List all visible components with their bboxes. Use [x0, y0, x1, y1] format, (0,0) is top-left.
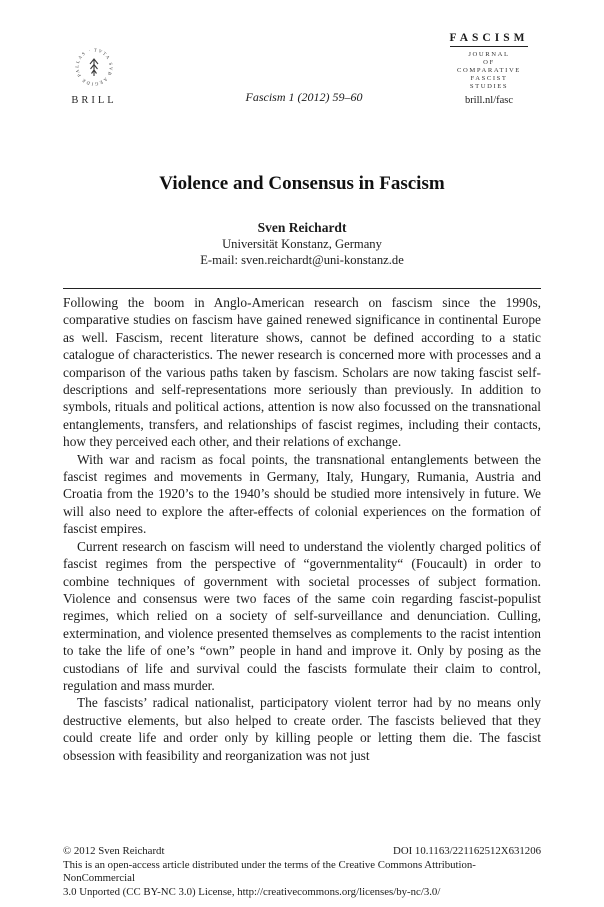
journal-title: FASCISM [450, 32, 529, 47]
publisher-name: BRILL [71, 95, 117, 106]
publisher-block [63, 44, 125, 106]
license-line: This is an open-access article distributed under the terms of the Creative Commons Attribution-NonCommercial [63, 858, 476, 885]
journal-subtitle [433, 51, 545, 91]
page-footer [63, 845, 541, 899]
seal-figure [90, 59, 98, 76]
author-email: E-mail: sven.reichardt@uni-konstanz.de [200, 253, 404, 267]
title-separator-rule [63, 288, 541, 289]
author-block [0, 220, 604, 268]
author-name: Sven Reichardt [257, 220, 347, 235]
journal-subtitle-line: JOURNAL [468, 51, 510, 58]
paragraph: Following the boom in Anglo-American research on fascism since the 1990s, comparative studies on fascism have gained renewed significance in continental Europe as well. Fascism, recent literature shows, cannot be defined according to a static catalogue of characteristics. The newer research is concerned more with processes and a comparison of the various paths taken by fascism. Scholars are now taking fascist self-descriptions and self-representations more seriously than previously. In addition to symbols, rituals and political actions, attention is now also focussed on the transnational entanglements, transfers, and relationships of fascist regimes, including their contacts, how they perceived each other, and their relations of exchange. [63, 295, 541, 450]
article-title: Violence and Consensus in Fascism [159, 172, 445, 194]
paragraph: With war and racism as focal points, the transnational entanglements between the fascist regimes and movements in Germany, Italy, Hungary, Rumania, Austria and Croatia from the 1920’s to the 1940’s should be studied more intensively in future. We will also need to explore the after-effects of colonial experiences on the formation of fascist empires. [63, 451, 541, 537]
journal-subtitle-line: FASCIST [470, 75, 508, 82]
journal-citation: Fascism 1 (2012) 59–60 [245, 90, 363, 104]
license-line: 3.0 Unported (CC BY-NC 3.0) License, http://creativecommons.org/licenses/by-nc/3.0/ [63, 885, 441, 898]
copyright-notice: © 2012 Sven Reichardt [63, 845, 165, 857]
journal-subtitle-line: STUDIES [469, 83, 509, 90]
author-affiliation: Universität Konstanz, Germany [222, 237, 382, 251]
footer-copyright-row [63, 845, 541, 859]
paragraph: Current research on fascism will need to understand the violently charged politics of fascist regimes from the perspective of “governmentality“ (Foucault) in order to combine techniques of government with societal processes of subject formation. Violence and consensus were two faces of the same coin regarding fascist-populist regimes, which relied on a society of self-surveillance and denunciation. Culling, extermination, and violence presented themselves as complements to the racist intention to take the life of one’s “own” people in hand and improve it. Only by posing as the custodians of life and survival could the fascists formulate their claim to control, regulation and mass murder. [63, 538, 541, 693]
doi: DOI 10.1163/221162512X631206 [393, 845, 541, 857]
journal-subtitle-line: OF [483, 59, 495, 66]
article-body [63, 294, 541, 764]
journal-url: brill.nl/fasc [464, 95, 514, 106]
seal-motto-text: TVTA SVB AEGIDE PALLAS · 1683 [74, 47, 114, 87]
journal-masthead [433, 28, 545, 106]
brill-seal-icon [71, 44, 117, 90]
journal-subtitle-line: COMPARATIVE [457, 67, 521, 74]
page-header [63, 28, 545, 106]
paragraph: The fascists’ radical nationalist, participatory violent terror had by no means only destructive elements, but also helped to create order. The fascists believed that they could create life and order only by killing people or letting them die. The fascist obsession with feasibility and reorganization was not just [63, 695, 541, 763]
